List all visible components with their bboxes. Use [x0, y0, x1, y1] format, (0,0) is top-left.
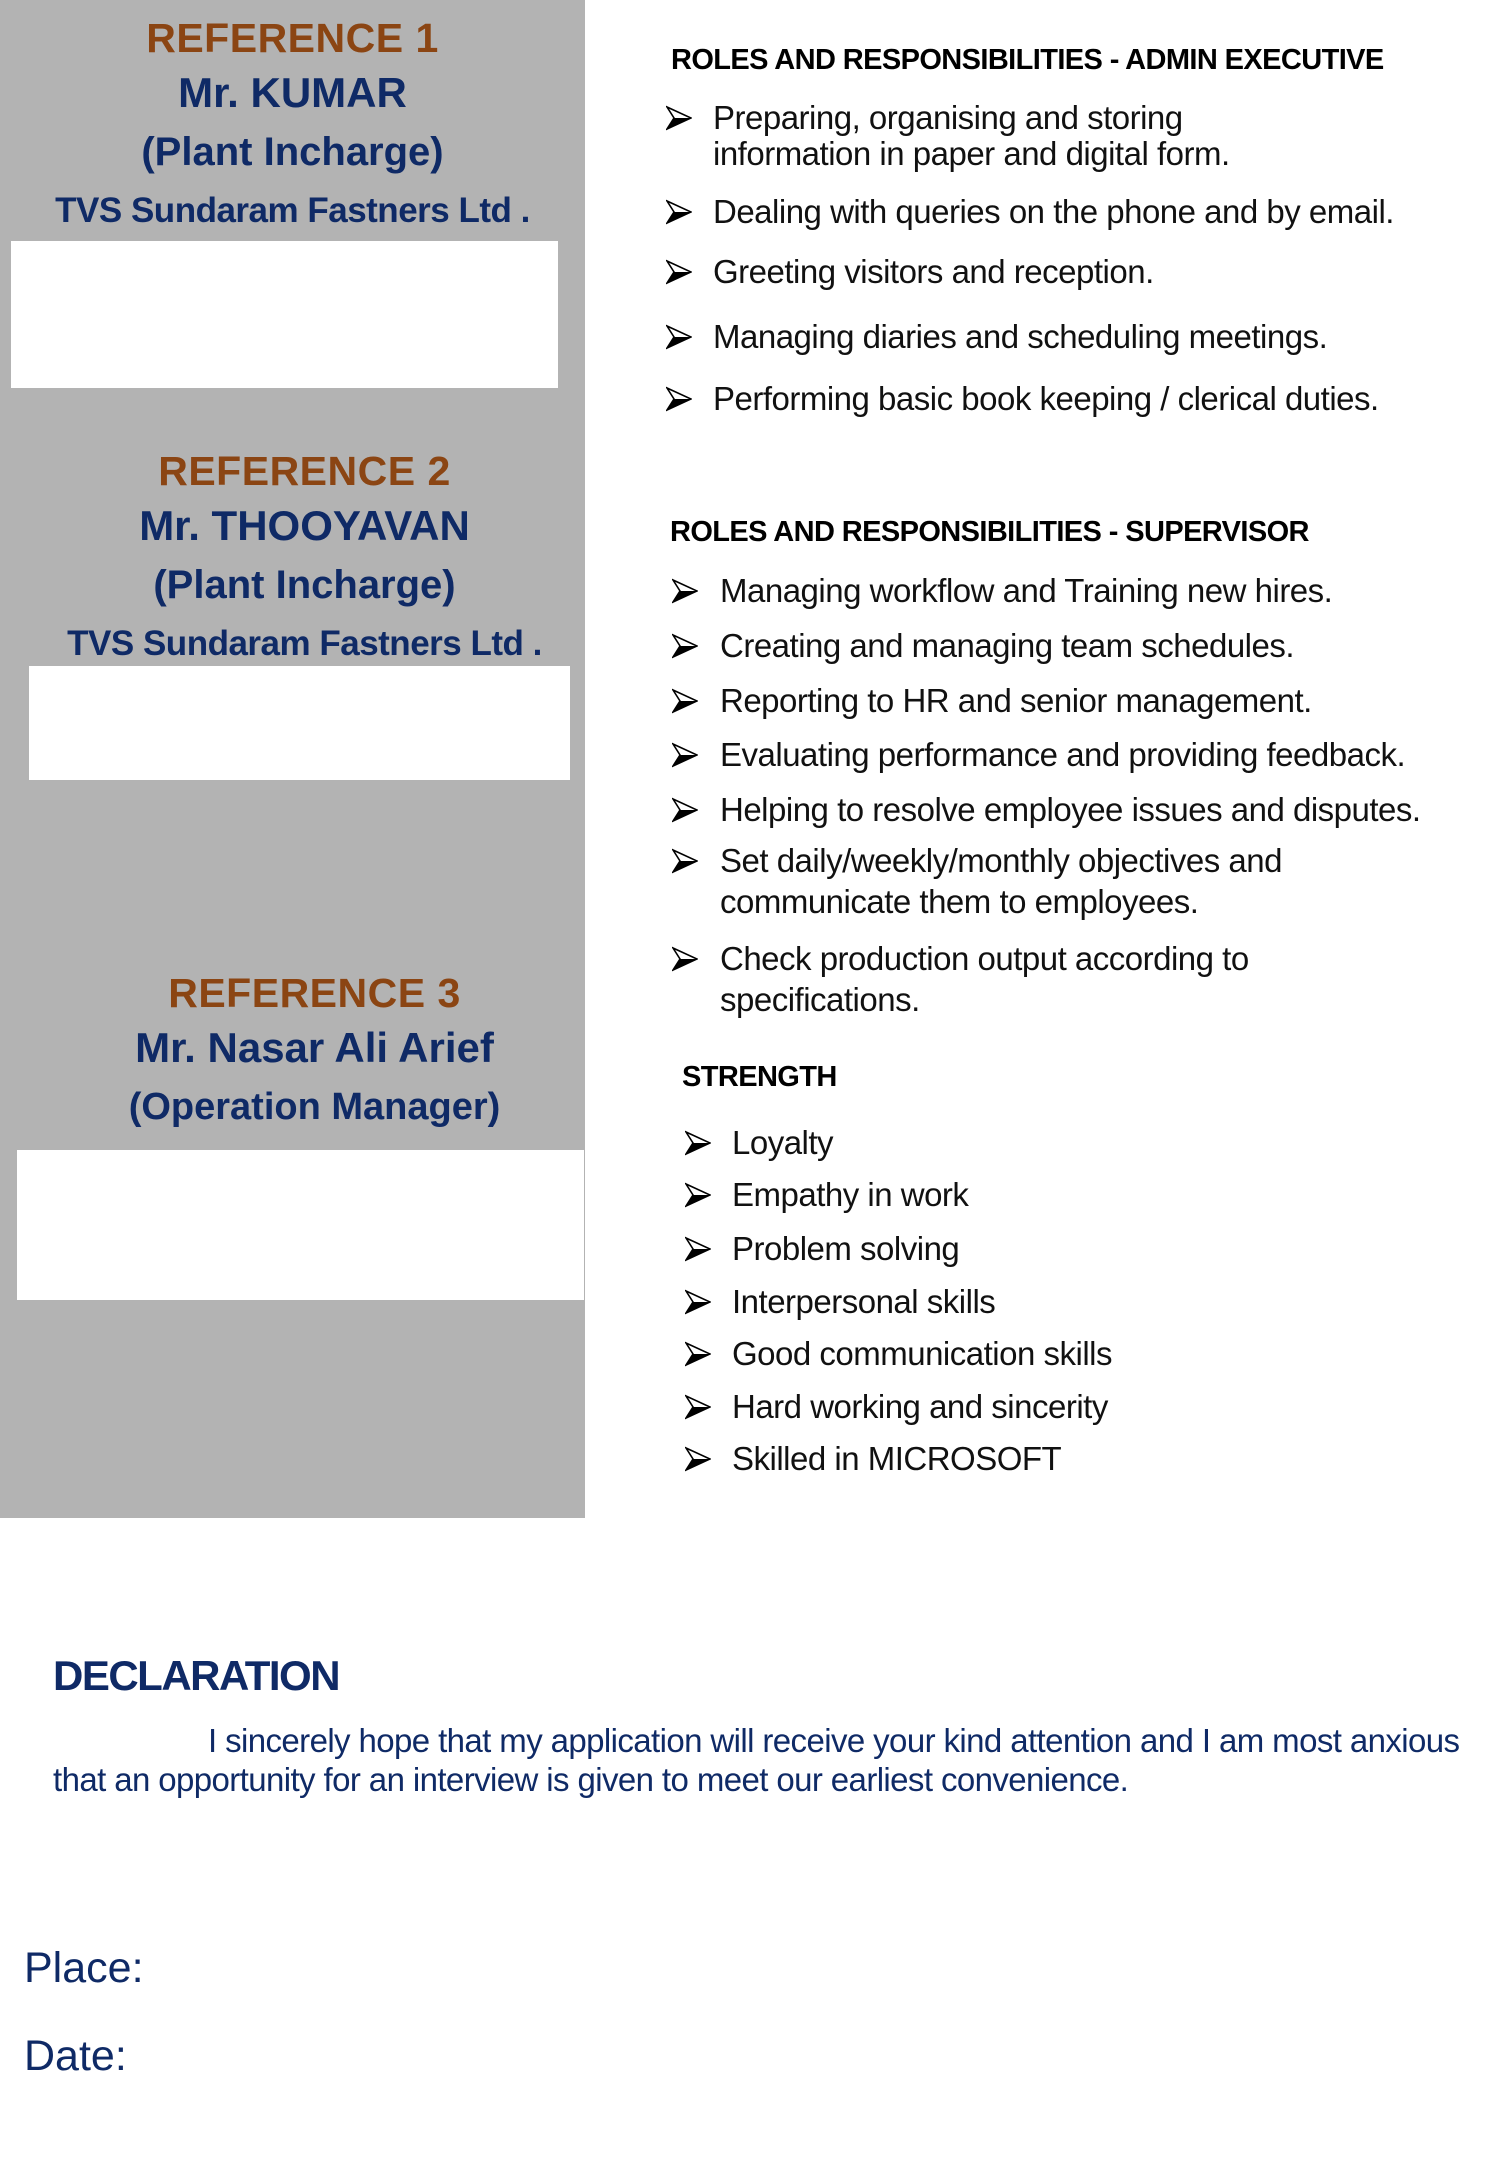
list-item: Performing basic book keeping / clerical duties.: [713, 380, 1379, 417]
reference-company: TVS Sundaram Fastners Ltd .: [55, 191, 530, 230]
list-item: Preparing, organising and storing: [713, 99, 1183, 136]
reference-contact-redaction: [17, 1150, 584, 1300]
list-item-continuation: information in paper and digital form.: [713, 135, 1230, 172]
reference-role: (Plant Incharge): [153, 563, 456, 607]
supervisor-roles-heading: ROLES AND RESPONSIBILITIES - SUPERVISOR: [670, 516, 1309, 548]
list-item: Creating and managing team schedules.: [720, 627, 1295, 664]
declaration-heading: DECLARATION: [53, 1652, 340, 1699]
reference-role: (Operation Manager): [128, 1086, 501, 1128]
list-item: Managing workflow and Training new hires.: [720, 572, 1333, 609]
arrowhead-bullet-icon: [685, 1341, 711, 1367]
list-item-continuation: communicate them to employees.: [720, 883, 1199, 920]
date-label: Date:: [24, 2032, 127, 2080]
arrowhead-bullet-icon: [672, 742, 698, 768]
arrowhead-bullet-icon: [672, 578, 698, 604]
reference-name: Mr. KUMAR: [178, 69, 407, 116]
list-item: Good communication skills: [732, 1335, 1112, 1372]
list-item: Hard working and sincerity: [732, 1388, 1108, 1425]
reference-role: (Plant Incharge): [141, 130, 444, 174]
reference-heading: REFERENCE 1: [146, 15, 439, 61]
arrowhead-bullet-icon: [666, 324, 692, 350]
list-item-continuation: specifications.: [720, 981, 920, 1018]
place-label: Place:: [24, 1944, 144, 1992]
arrowhead-bullet-icon: [672, 688, 698, 714]
arrowhead-bullet-icon: [672, 797, 698, 823]
reference-name: Mr. Nasar Ali Arief: [135, 1024, 494, 1071]
strength-heading: STRENGTH: [682, 1061, 837, 1093]
list-item: Loyalty: [732, 1124, 834, 1161]
list-item: Evaluating performance and providing feedback.: [720, 736, 1406, 773]
reference-company: TVS Sundaram Fastners Ltd .: [67, 624, 542, 663]
reference-3: [22, 967, 607, 1137]
arrowhead-bullet-icon: [672, 848, 698, 874]
reference-heading: REFERENCE 3: [168, 970, 461, 1016]
list-item: Skilled in MICROSOFT: [732, 1440, 1062, 1477]
reference-contact-redaction: [11, 241, 558, 388]
list-item: Problem solving: [732, 1230, 960, 1267]
list-item: Reporting to HR and senior management.: [720, 682, 1312, 719]
arrowhead-bullet-icon: [666, 386, 692, 412]
list-item: Interpersonal skills: [732, 1283, 996, 1320]
arrowhead-bullet-icon: [666, 259, 692, 285]
list-item: Managing diaries and scheduling meetings.: [713, 318, 1328, 355]
list-item: Dealing with queries on the phone and by email.: [713, 193, 1394, 230]
reference-contact-redaction: [29, 666, 570, 780]
arrowhead-bullet-icon: [685, 1289, 711, 1315]
reference-1: [0, 12, 585, 240]
reference-name: Mr. THOOYAVAN: [139, 502, 470, 549]
arrowhead-bullet-icon: [666, 199, 692, 225]
arrowhead-bullet-icon: [685, 1130, 711, 1156]
arrowhead-bullet-icon: [685, 1182, 711, 1208]
arrowhead-bullet-icon: [685, 1394, 711, 1420]
list-item: Greeting visitors and reception.: [713, 253, 1154, 290]
arrowhead-bullet-icon: [672, 633, 698, 659]
list-item: Helping to resolve employee issues and disputes.: [720, 791, 1421, 828]
reference-heading: REFERENCE 2: [158, 448, 451, 494]
list-item: Check production output according to: [720, 940, 1249, 977]
reference-2: [12, 445, 597, 673]
declaration-body: [53, 1721, 1473, 1799]
declaration-text: I sincerely hope that my application will receive your kind attention and I am most anxious that an opportunity for an interview is given to meet our earliest convenience.: [53, 1722, 1460, 1798]
list-item: Empathy in work: [732, 1176, 969, 1213]
arrowhead-bullet-icon: [685, 1446, 711, 1472]
list-item: Set daily/weekly/monthly objectives and: [720, 842, 1282, 879]
arrowhead-bullet-icon: [685, 1236, 711, 1262]
arrowhead-bullet-icon: [666, 105, 692, 131]
admin-roles-heading: ROLES AND RESPONSIBILITIES - ADMIN EXECUTIVE: [671, 44, 1384, 76]
arrowhead-bullet-icon: [672, 946, 698, 972]
